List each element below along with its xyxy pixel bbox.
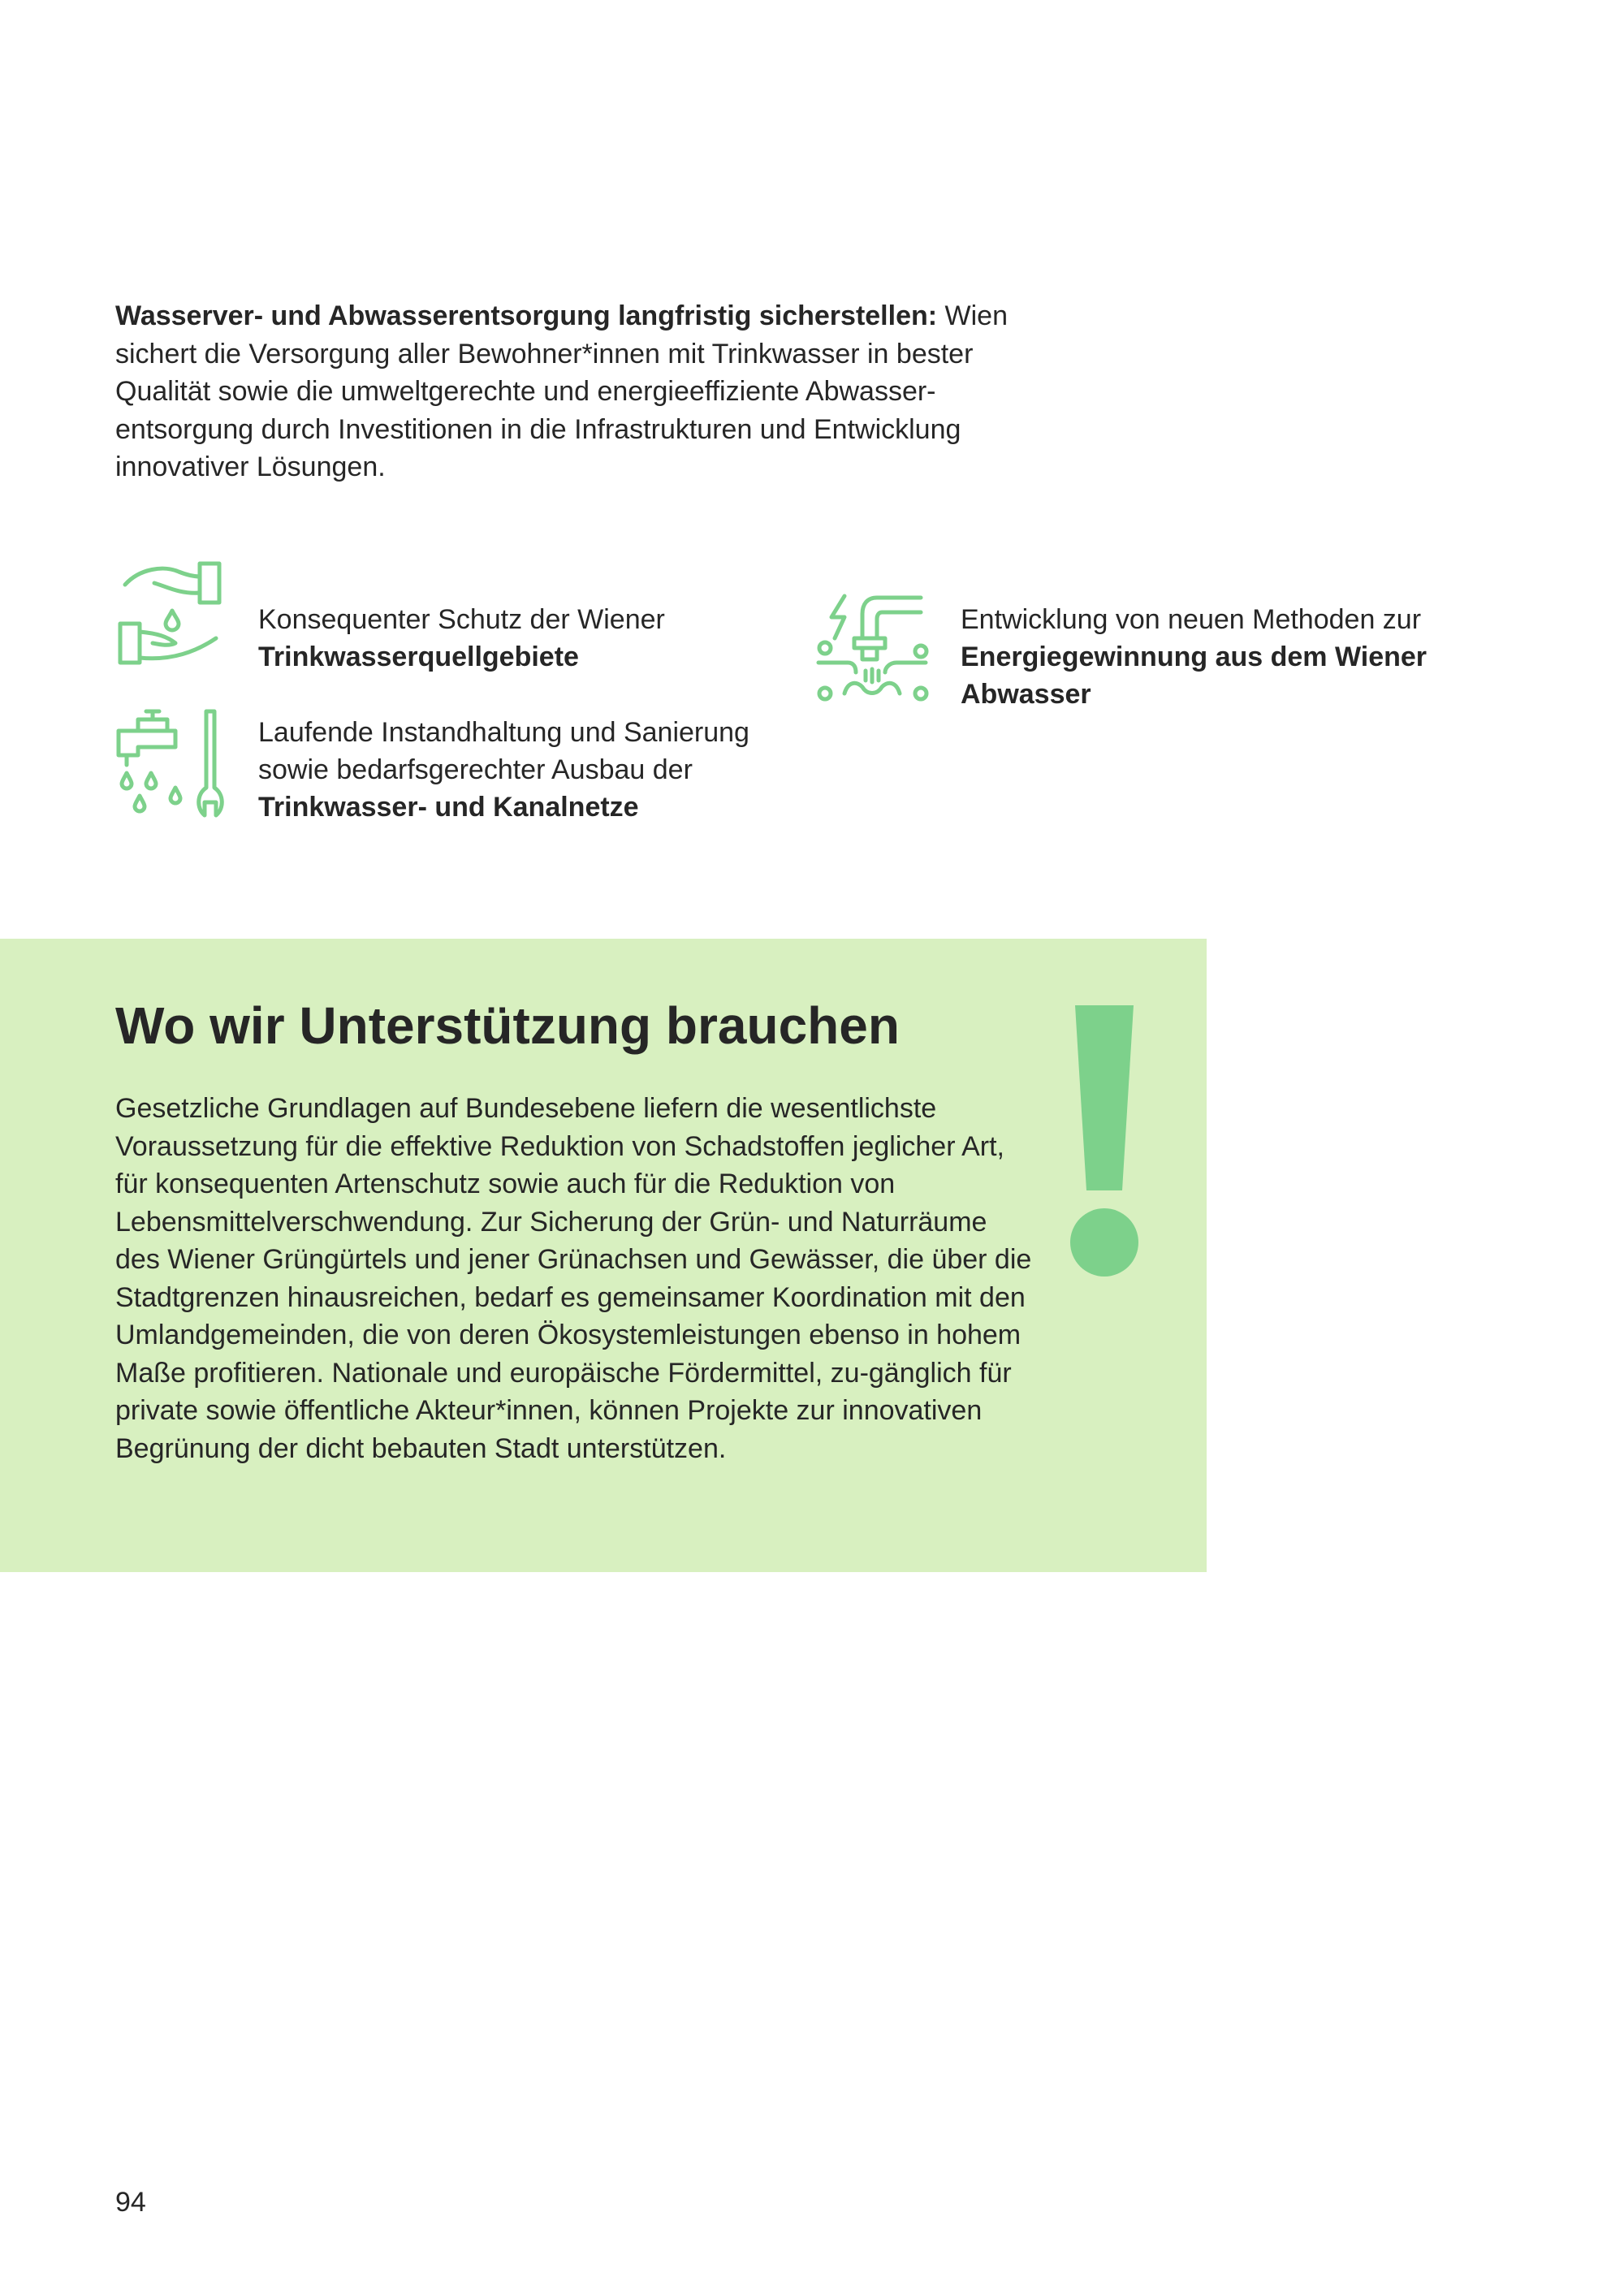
measure-item-quellgebiete xyxy=(258,601,713,676)
intro-bold-lead: Wasserver- und Abwasserentsorgung langfristig sicherstellen: xyxy=(115,300,938,331)
measure-lead: Entwicklung von neuen Methoden zur xyxy=(961,604,1422,635)
tap-wrench-icon xyxy=(115,706,229,820)
page-number: 94 xyxy=(115,2187,146,2218)
measure-lead: Laufende Instandhaltung und Sanierung sowie bedarfsgerechter Ausbau der xyxy=(258,717,749,785)
intro-paragraph xyxy=(115,297,1025,486)
measure-bold: Trinkwasserquellgebiete xyxy=(258,642,579,672)
support-title: Wo wir Unterstützung brauchen xyxy=(115,996,900,1055)
pipe-energy-icon xyxy=(815,593,929,706)
measure-bold: Energiegewinnung aus dem Wiener Abwasser xyxy=(961,642,1427,710)
intro-text: Wien sichert die Versorgung aller Bewohner*innen mit Trinkwasser in bester Qualität sowie die umweltgerechte und energieeffiziente Abwasser-entsorgung durch Investitionen in die Infrastrukturen und Entwicklung innovativer Lösungen. xyxy=(115,300,1008,482)
measure-item-netze xyxy=(258,714,810,826)
measure-bold: Trinkwasser- und Kanalnetze xyxy=(258,792,639,823)
support-text: Gesetzliche Grundlagen auf Bundesebene liefern die wesentlichste Voraussetzung für die effektive Reduktion von Schadstoffen jeglicher Art, für konsequenten Artenschutz sowie auch für die Reduktion von Lebensmittelverschwendung. Zur Sicherung der Grün- und Naturräume des Wiener Grüngürtels und jener Grünachsen und Gewässer, die über die Stadtgrenzen hinausreichen, bedarf es gemeinsamer Koordination mit den Umlandgemeinden, die von deren Ökosystemleistungen ebenso in hohem Maße profitieren. Nationale und europäische Fördermittel, zu-gänglich für private sowie öffentliche Akteur*innen, können Projekte zur innovativen Begrünung der dicht bebauten Stadt unterstützen. xyxy=(115,1093,1032,1464)
measure-item-energie xyxy=(961,601,1480,713)
hands-water-icon xyxy=(115,554,229,667)
measure-lead: Konsequenter Schutz der Wiener xyxy=(258,604,665,635)
exclamation-icon xyxy=(1056,1004,1153,1280)
